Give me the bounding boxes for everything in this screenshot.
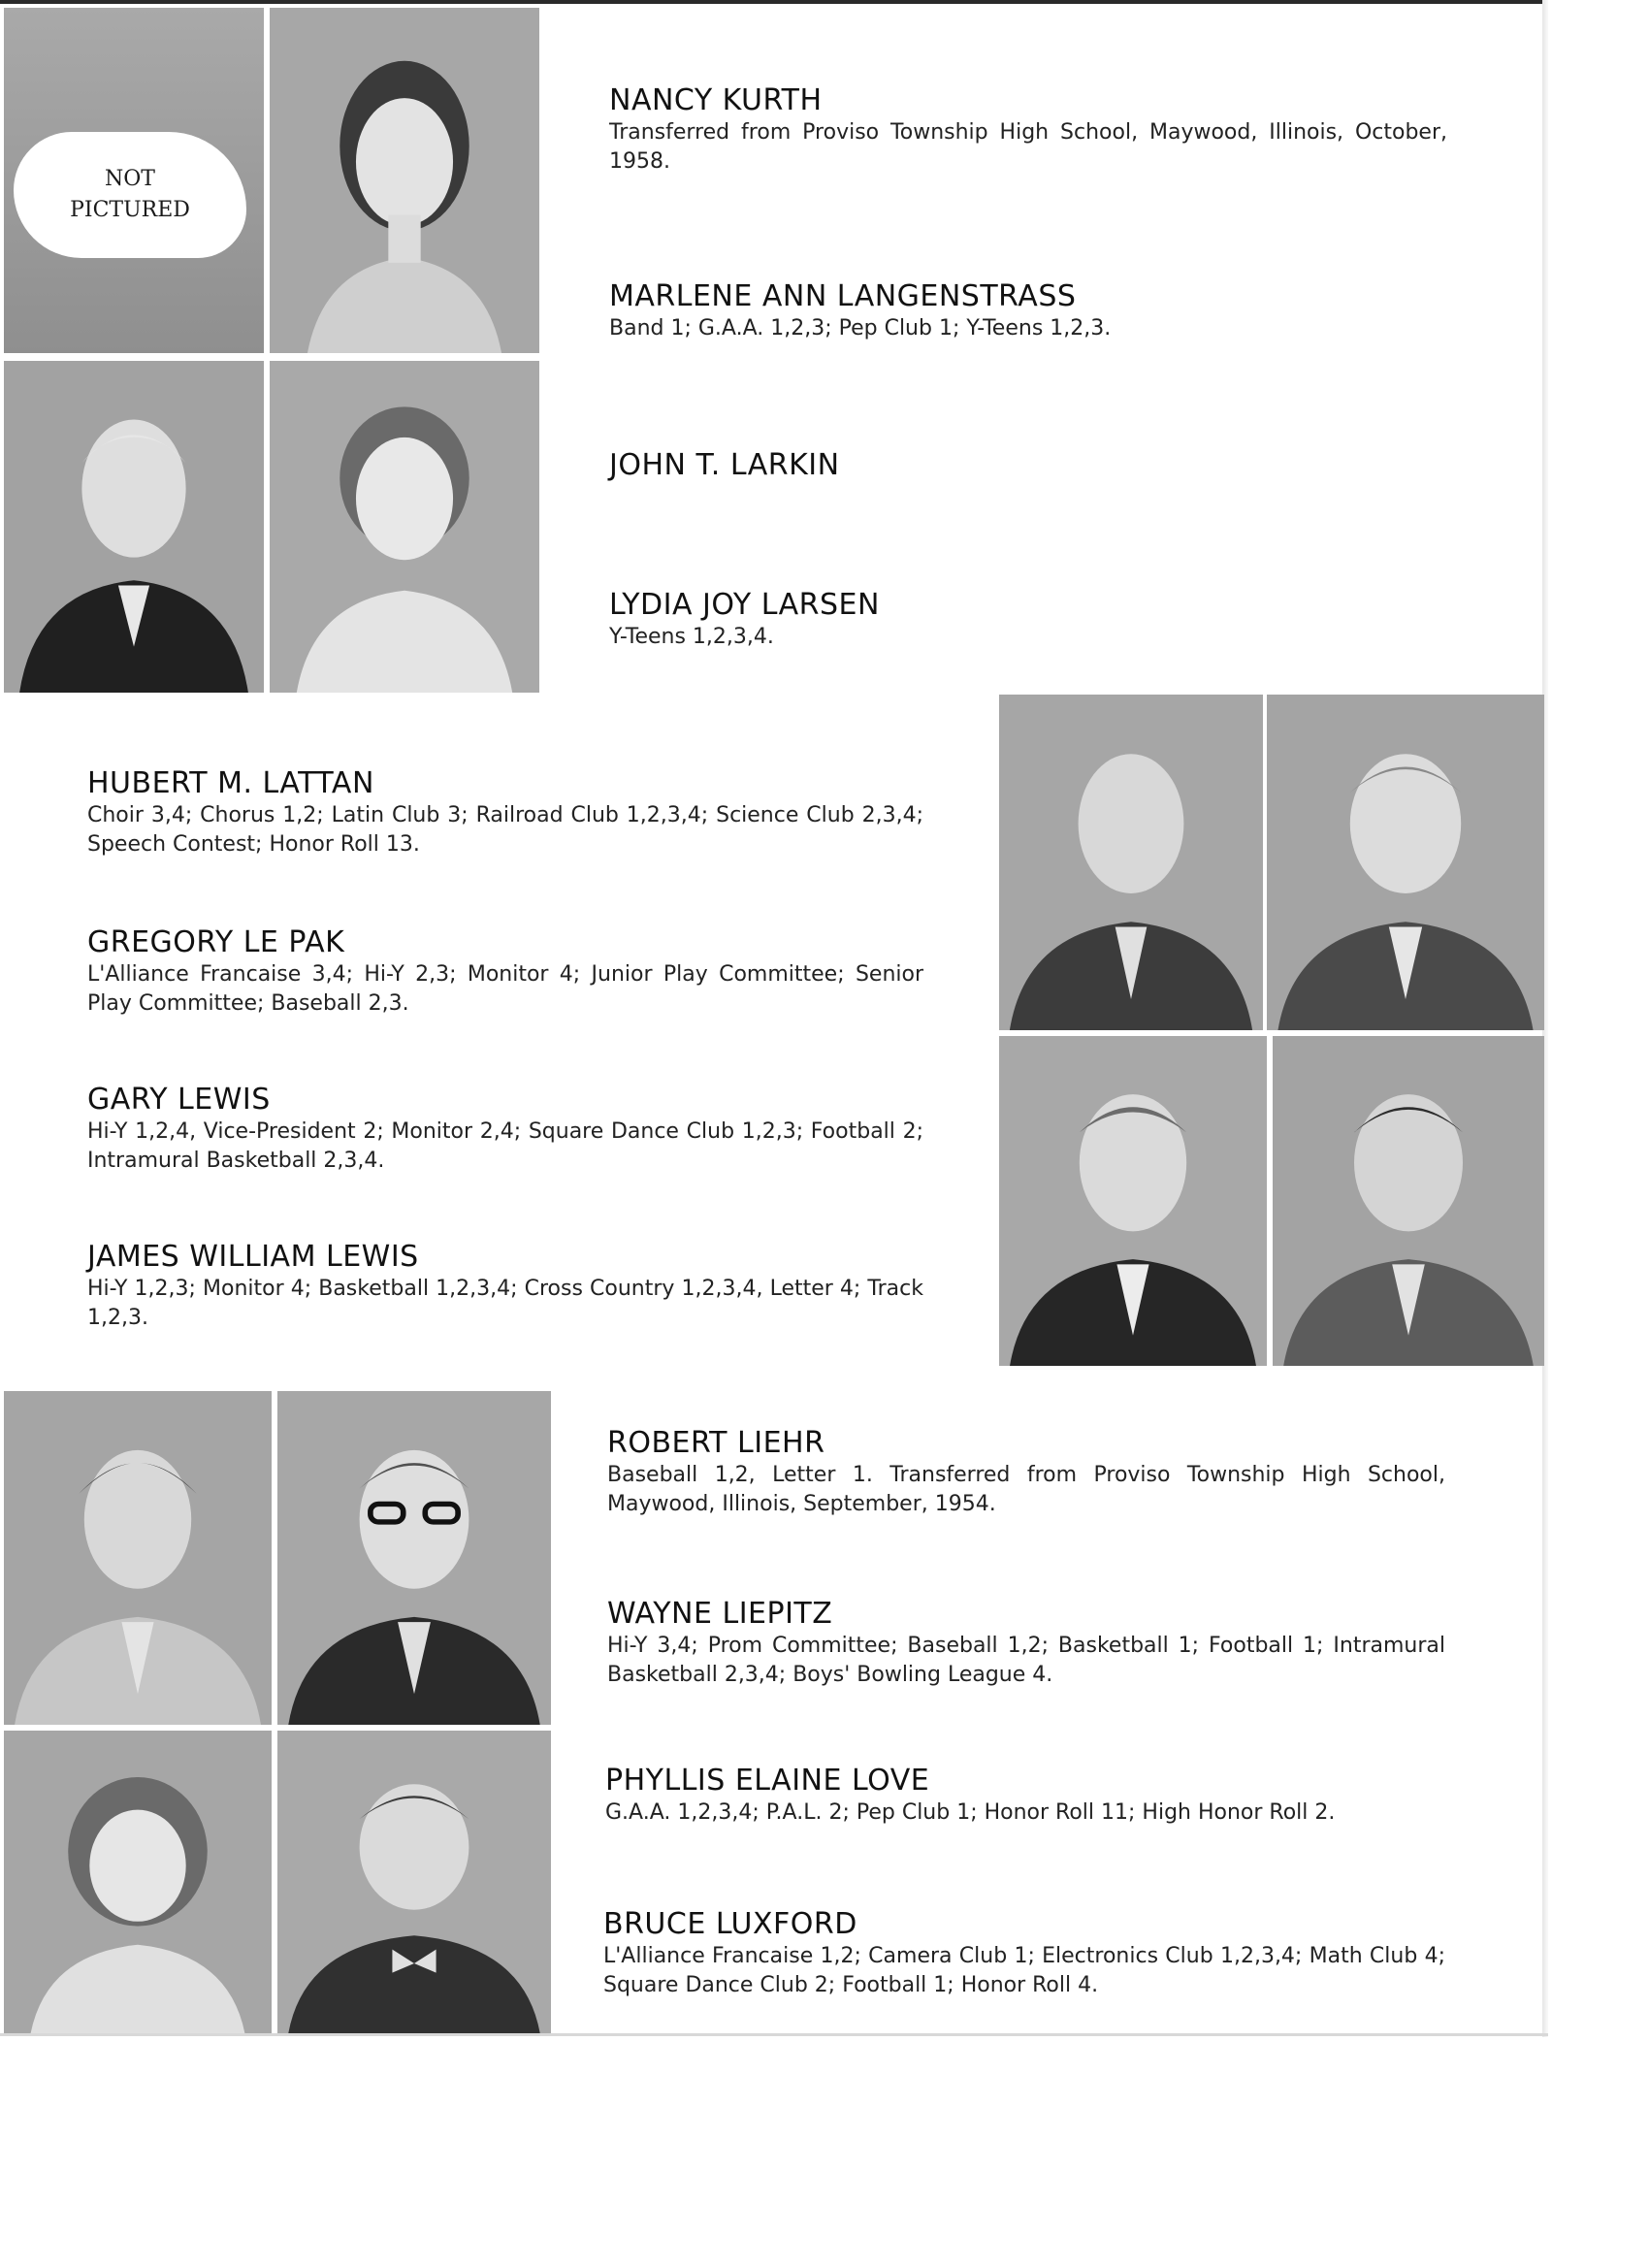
student-activities: Hi-Y 1,2,3; Monitor 4; Basketball 1,2,3,4; Cross Country 1,2,3,4, Letter 4; Track 1,2,3. bbox=[87, 1277, 923, 1330]
student-name: NANCY KURTH bbox=[609, 83, 823, 117]
student-activities: L'Alliance Francaise 1,2; Camera Club 1; Electronics Club 1,2,3,4; Math Club 4; Square Dance Club 2; Football 1; Honor Roll 4. bbox=[603, 1944, 1445, 1997]
not-pictured-badge bbox=[14, 132, 246, 258]
portrait-photo bbox=[277, 1731, 551, 2033]
portrait-photo bbox=[4, 1391, 272, 1725]
portrait-photo bbox=[1273, 1036, 1544, 1366]
student-activities: Choir 3,4; Chorus 1,2; Latin Club 3; Railroad Club 1,2,3,4; Science Club 2,3,4; Speech Contest; Honor Roll 13. bbox=[87, 803, 923, 857]
student-name: LYDIA JOY LARSEN bbox=[609, 588, 880, 622]
student-entry bbox=[87, 925, 923, 1019]
student-name: BRUCE LUXFORD bbox=[603, 1907, 857, 1941]
portrait-photo bbox=[270, 8, 539, 353]
student-name: PHYLLIS ELAINE LOVE bbox=[605, 1764, 930, 1798]
badge-line-2: PICTURED bbox=[70, 198, 190, 222]
student-activities: Transferred from Proviso Township High School, Maywood, Illinois, October, 1958. bbox=[609, 120, 1447, 174]
student-entry bbox=[607, 1426, 1445, 1519]
portrait-photo bbox=[4, 1731, 272, 2033]
student-entry bbox=[87, 1240, 923, 1333]
student-entry bbox=[87, 1083, 923, 1176]
portrait-photo bbox=[999, 1036, 1267, 1366]
student-entry bbox=[609, 83, 1447, 177]
student-entry bbox=[609, 448, 1447, 483]
student-activities: Hi-Y 3,4; Prom Committee; Baseball 1,2; Basketball 1; Football 1; Intramural Basketball 2,3,4; Boys' Bowling League 4. bbox=[607, 1634, 1445, 1687]
portrait-photo bbox=[4, 361, 264, 693]
badge-line-1: NOT bbox=[105, 167, 155, 191]
student-name: ROBERT LIEHR bbox=[607, 1426, 825, 1460]
student-entry bbox=[609, 588, 1447, 652]
student-name: JAMES WILLIAM LEWIS bbox=[87, 1240, 419, 1274]
student-name: WAYNE LIEPITZ bbox=[607, 1597, 833, 1631]
student-entry bbox=[603, 1907, 1445, 2000]
student-activities: Hi-Y 1,2,4, Vice-President 2; Monitor 2,4; Square Dance Club 1,2,3; Football 2; Intramural Basketball 2,3,4. bbox=[87, 1119, 923, 1173]
student-name: HUBERT M. LATTAN bbox=[87, 766, 374, 800]
portrait-photo bbox=[277, 1391, 551, 1725]
student-entry bbox=[607, 1597, 1445, 1690]
student-entry bbox=[605, 1764, 1445, 1828]
page-bottom-edge bbox=[0, 2033, 1548, 2036]
student-activities: L'Alliance Francaise 3,4; Hi-Y 2,3; Monitor 4; Junior Play Committee; Senior Play Committee; Baseball 2,3. bbox=[87, 962, 923, 1016]
student-name: GARY LEWIS bbox=[87, 1083, 271, 1117]
student-activities: Y-Teens 1,2,3,4. bbox=[609, 625, 774, 649]
student-activities: Band 1; G.A.A. 1,2,3; Pep Club 1; Y-Teens 1,2,3. bbox=[609, 316, 1112, 340]
student-name: JOHN T. LARKIN bbox=[609, 448, 840, 482]
student-entry bbox=[609, 279, 1447, 343]
student-name: MARLENE ANN LANGENSTRASS bbox=[609, 279, 1077, 313]
student-entry bbox=[87, 766, 923, 859]
student-name: GREGORY LE PAK bbox=[87, 925, 345, 959]
portrait-photo bbox=[1267, 695, 1544, 1030]
student-activities: G.A.A. 1,2,3,4; P.A.L. 2; Pep Club 1; Honor Roll 11; High Honor Roll 2. bbox=[605, 1800, 1336, 1825]
page-top-border bbox=[0, 0, 1542, 4]
portrait-photo bbox=[270, 361, 539, 693]
student-activities: Baseball 1,2, Letter 1. Transferred from Proviso Township High School, Maywood, Illinois, September, 1954. bbox=[607, 1463, 1445, 1516]
portrait-photo bbox=[999, 695, 1263, 1030]
